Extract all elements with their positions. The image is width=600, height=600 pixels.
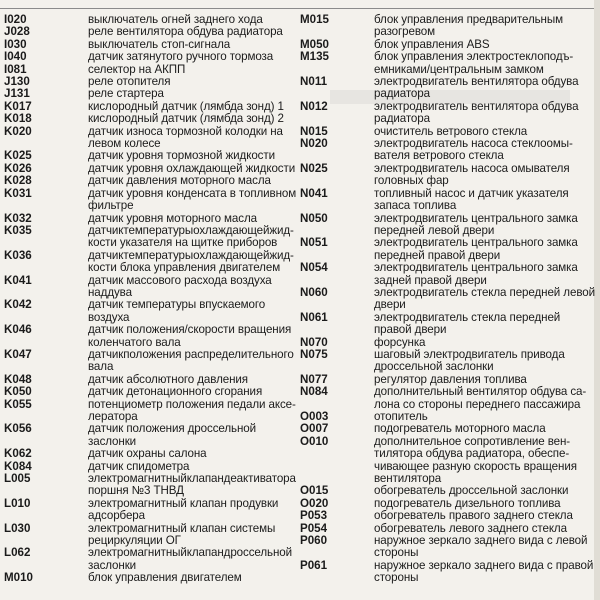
component-description: кислородный датчик (лямбда зонд) 2: [88, 112, 284, 126]
component-code: L062: [4, 546, 31, 560]
list-item: [300, 349, 596, 374]
component-code: N084: [300, 385, 328, 399]
component-description: дополнительный вентилятор обдува са-лона со стороны переднего пассажира: [374, 385, 587, 411]
list-item: [300, 188, 596, 213]
component-code: K056: [4, 422, 32, 436]
component-description: электромагнитныйклапандеактиватора поршня №3 ТНВД: [88, 472, 296, 498]
list-item: [300, 560, 596, 585]
list-item: [300, 287, 596, 312]
component-code: K032: [4, 211, 32, 225]
component-code: K035: [4, 223, 32, 237]
component-description: электродвигатель насоса стеклоомы-вателя ветрового стекла: [374, 137, 573, 163]
component-code: P060: [300, 534, 328, 548]
list-item: [300, 312, 596, 337]
component-code: J028: [4, 25, 30, 39]
component-description: датчик уровня охлаждающей жидкости: [88, 161, 296, 175]
component-code: K028: [4, 174, 32, 188]
component-description: блок управления двигателем: [88, 571, 242, 585]
top-rule: [0, 8, 600, 9]
component-code: K046: [4, 323, 32, 337]
component-code: K055: [4, 397, 32, 411]
component-description: обогреватель левого заднего стекла: [374, 521, 567, 535]
component-code: N077: [300, 372, 328, 386]
list-item: [4, 572, 304, 584]
component-description: подогреватель дизельного топлива: [374, 496, 561, 510]
component-code: N041: [300, 186, 328, 200]
list-item: [300, 485, 596, 497]
component-description: датчик охраны салона: [88, 447, 207, 461]
component-code: I040: [4, 50, 27, 64]
component-description: реле вентилятора обдува радиатора: [88, 25, 283, 39]
component-code: O020: [300, 496, 329, 510]
component-code: K020: [4, 124, 32, 138]
list-item: [300, 163, 596, 188]
component-code: K026: [4, 161, 32, 175]
component-description: отопитель: [374, 410, 428, 423]
list-item: [300, 76, 596, 101]
component-description: датчиктемпературыохлаждающейжид-кости блока управления двигателем: [88, 248, 294, 275]
component-code: N012: [300, 99, 328, 113]
list-item: [4, 26, 304, 38]
list-item: [4, 349, 304, 374]
right-column: [300, 14, 596, 585]
component-code: M015: [300, 13, 330, 26]
component-description: датчик детонационного сгорания: [88, 385, 263, 399]
list-item: [4, 51, 304, 63]
component-description: электродвигатель центрального замка передней левой двери: [374, 211, 578, 237]
list-item: [300, 535, 596, 560]
component-description: подогреватель моторного масла: [374, 422, 546, 436]
component-code: N061: [300, 310, 328, 324]
component-code: I020: [4, 13, 27, 26]
component-code: N020: [300, 137, 328, 151]
component-description: электродвигатель вентилятора обдува радиатора: [374, 99, 579, 126]
component-code: L010: [4, 496, 31, 510]
list-item: [4, 175, 304, 187]
list-item: [4, 324, 304, 349]
component-description: датчик положения/скорости вращения коленчатого вала: [88, 323, 292, 349]
list-item: [300, 237, 596, 262]
component-description: датчик положения дроссельной заслонки: [88, 422, 256, 448]
component-description: реле стартера: [88, 87, 164, 101]
list-item: [300, 386, 596, 411]
component-code: K041: [4, 273, 32, 287]
list-item: [4, 547, 304, 572]
list-item: [300, 510, 596, 522]
list-item: [4, 225, 304, 250]
component-description: дополнительное сопротивление вен-тилятора обдува радиатора, обеспе-чивающее разную скорость вращения вентилятора: [374, 434, 577, 486]
component-description: кислородный датчик (лямбда зонд) 1: [88, 99, 284, 113]
component-code: K042: [4, 298, 32, 312]
component-description: наружное зеркало заднего вида с правой стороны: [374, 558, 594, 585]
component-code: K025: [4, 149, 32, 163]
list-item: [4, 498, 304, 523]
list-item: [4, 386, 304, 398]
component-description: электродвигатель центрального замка передней правой двери: [374, 236, 578, 262]
component-code: N011: [300, 75, 328, 89]
left-column: [4, 14, 304, 585]
component-description: блок управления электростеклоподъ-емниками/центральным замком: [374, 50, 574, 76]
component-description: обогреватель правого заднего стекла: [374, 509, 573, 523]
component-code: O015: [300, 484, 329, 498]
component-description: электродвигатель насоса омывателя головных фар: [374, 161, 570, 188]
component-description: потенциометр положения педали аксе-лератора: [88, 397, 296, 423]
component-code: N015: [300, 124, 328, 138]
component-description: очиститель ветрового стекла: [374, 124, 528, 138]
component-code: P053: [300, 509, 328, 523]
component-description: датчик уровня тормозной жидкости: [88, 149, 275, 163]
component-code: K062: [4, 447, 32, 461]
component-description: датчик массового расхода воздуха наддува: [88, 273, 272, 299]
list-item: [300, 262, 596, 287]
component-description: обогреватель дроссельной заслонки: [374, 484, 569, 498]
component-description: топливный насос и датчик указателя запаса топлива: [374, 186, 569, 213]
component-code: L030: [4, 521, 31, 535]
component-description: наружное зеркало заднего вида с левой стороны: [374, 534, 588, 560]
component-description: форсунка: [374, 335, 426, 349]
component-description: электродвигатель стекла передней правой двери: [374, 310, 561, 337]
list-item: [4, 299, 304, 324]
component-code: I081: [4, 62, 27, 76]
component-code: I030: [4, 37, 27, 51]
component-description: выключатель огней заднего хода: [88, 13, 263, 26]
list-item: [4, 423, 304, 448]
list-item: [4, 250, 304, 275]
list-item: [300, 213, 596, 238]
component-description: блок управления ABS: [374, 37, 490, 51]
component-description: электродвигатель вентилятора обдува радиатора: [374, 75, 579, 101]
list-item: [300, 51, 596, 76]
component-description: выключатель стоп-сигнала: [88, 37, 231, 51]
component-code: K050: [4, 385, 32, 399]
list-item: [4, 448, 304, 460]
component-code: K047: [4, 347, 32, 361]
component-description: блок управления предварительным разогревом: [374, 13, 563, 39]
component-description: шаговый электродвигатель привода дроссельной заслонки: [374, 347, 565, 374]
component-code: K048: [4, 372, 32, 386]
list-item: [4, 126, 304, 151]
component-description: электродвигатель стекла передней левой двери: [374, 285, 595, 312]
component-code: K036: [4, 248, 32, 262]
component-description: электродвигатель центрального замка задней правой двери: [374, 261, 578, 287]
component-code: O003: [300, 410, 329, 423]
list-item: [300, 14, 596, 39]
component-description: датчик спидометра: [88, 459, 190, 473]
component-code: N060: [300, 285, 328, 299]
component-code: N054: [300, 261, 328, 275]
component-description: датчик температуры впускаемого воздуха: [88, 298, 266, 324]
component-description: электромагнитныйклапандроссельной заслонки: [88, 546, 293, 572]
list-item: [4, 113, 304, 125]
component-code: N075: [300, 347, 328, 361]
list-item: [4, 275, 304, 300]
component-description: реле отопителя: [88, 75, 171, 89]
component-code: O007: [300, 422, 329, 436]
component-code: L005: [4, 472, 31, 486]
list-item: [300, 423, 596, 435]
component-code: P061: [300, 558, 328, 572]
component-code: M050: [300, 37, 330, 51]
component-description: датчик абсолютного давления: [88, 372, 248, 386]
component-code: K084: [4, 459, 32, 473]
component-description: датчикположения распределительного вала: [88, 347, 294, 374]
list-item: [4, 399, 304, 424]
component-code: M135: [300, 50, 330, 64]
component-description: селектор на АКПП: [88, 62, 186, 76]
list-item: [4, 473, 304, 498]
list-item: [4, 523, 304, 548]
component-code: J130: [4, 75, 30, 89]
list-item: [4, 150, 304, 162]
component-code: J131: [4, 87, 30, 101]
component-description: датчик износа тормозной колодки на левом колесе: [88, 124, 283, 151]
component-code: N050: [300, 211, 328, 225]
component-description: регулятор давления топлива: [374, 372, 527, 386]
list-item: [300, 101, 596, 126]
list-item: [300, 436, 596, 486]
list-item: [4, 188, 304, 213]
list-item: [300, 138, 596, 163]
component-code: K017: [4, 99, 32, 113]
component-code: N051: [300, 236, 328, 250]
component-description: датчиктемпературыохлаждающейжид-кости указателя на щитке приборов: [88, 223, 294, 250]
list-item: [4, 88, 304, 100]
component-description: электромагнитный клапан продувки адсорбера: [88, 496, 279, 523]
component-code: O010: [300, 434, 329, 448]
component-code: M010: [4, 571, 34, 585]
component-code: K031: [4, 186, 32, 200]
component-description: электромагнитный клапан системы рециркуляции ОГ: [88, 521, 276, 548]
component-code: K018: [4, 112, 32, 126]
component-description: датчик давления моторного масла: [88, 174, 271, 188]
component-code: N070: [300, 335, 328, 349]
component-code: N025: [300, 161, 328, 175]
component-description: датчик уровня моторного масла: [88, 211, 257, 225]
component-description: датчик уровня конденсата в топливном фильтре: [88, 186, 297, 213]
component-description: датчик затянутого ручного тормоза: [88, 50, 274, 64]
component-code: P054: [300, 521, 328, 535]
